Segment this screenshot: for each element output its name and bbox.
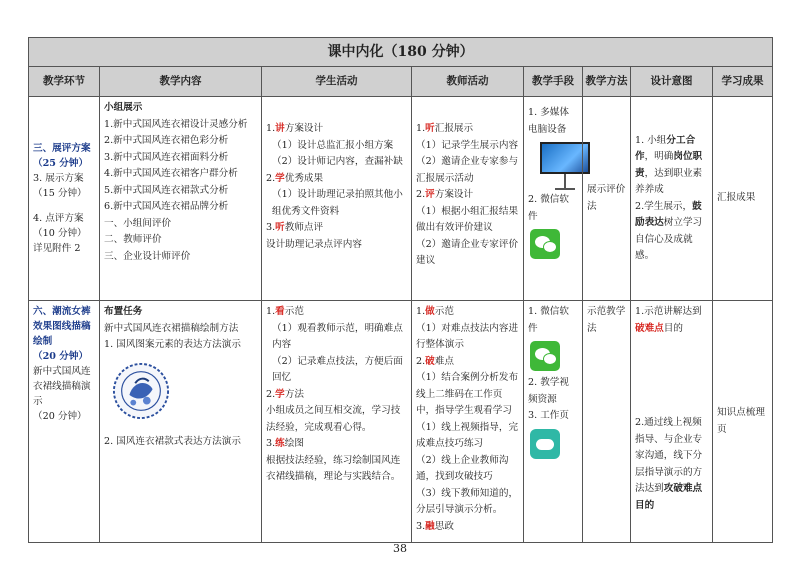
header-row (29, 67, 773, 97)
text-span: ，明确 (644, 151, 674, 162)
stage-sub: 新中式国风连衣裙线描稿演示 (33, 366, 91, 407)
lesson-table (28, 37, 773, 543)
method-cell: 展示评价法 (583, 97, 631, 301)
student-step (266, 436, 407, 453)
teacher-step (416, 304, 519, 321)
step-detail: （1）对难点技法内容进行整体演示 (416, 322, 519, 350)
step-keyword: 看 (275, 306, 285, 317)
emphasis-text: 分工合作 (635, 134, 696, 162)
step-detail: （3）线下教师知道的，分层引导演示分析。 (416, 487, 519, 515)
stage-cell (29, 97, 100, 301)
step-number: 2. (266, 388, 276, 400)
step-detail: 小组成员之间互相交流，学习技法经验，完成观看心得。 (266, 405, 401, 433)
content-intro: 新中式国风连衣裙描稿绘制方法 (104, 322, 239, 334)
step-number: 1. (416, 306, 426, 317)
stage-duration: （20 分钟） (33, 351, 89, 362)
step-keyword: 融 (425, 520, 435, 532)
table-row (29, 97, 773, 301)
step-detail: （2）邀请企业专家参与汇报展示活动 (416, 156, 519, 184)
step-keyword: 评 (425, 189, 435, 200)
step-keyword: 做 (425, 306, 435, 317)
text-span: 树立学习自信心及成就感。 (635, 217, 703, 261)
table-row (29, 301, 773, 543)
means-cell (524, 97, 583, 301)
teacher-step (416, 354, 519, 371)
stage-sub-duration: （20 分钟） (33, 411, 87, 422)
step-detail: （1）观看教师示范，明确难点内容 (272, 322, 403, 350)
result-cell: 汇报成果 (713, 97, 773, 301)
stage-sub: 4. 点评方案 (33, 213, 84, 224)
header-student: 学生活动 (262, 67, 412, 97)
step-label: 难点 (434, 355, 454, 367)
list-item: 5.新中式国风连衣裙款式分析 (104, 184, 229, 196)
step-keyword: 练 (275, 438, 285, 449)
step-number: 2. (416, 355, 426, 367)
list-item: 三、企业设计师评价 (104, 250, 191, 262)
stage-duration: （25 分钟） (33, 158, 89, 169)
list-item: 1. 国风图案元素的表达方法演示 (104, 339, 241, 350)
student-step (266, 121, 407, 138)
teacher-step (416, 187, 519, 204)
emphasis-text: 破难点 (635, 322, 664, 334)
teacher-cell (412, 97, 524, 301)
step-keyword: 讲 (275, 123, 285, 134)
text-span: 目的 (663, 322, 683, 334)
intent-point (635, 133, 708, 199)
text-span: 1.示范讲解达到 (635, 306, 702, 317)
list-item: 二、教师评价 (104, 234, 162, 245)
step-detail: （1）设计总监汇报小组方案 (272, 139, 394, 151)
lesson-plan-sheet (28, 37, 772, 543)
blue-white-porcelain-plate (112, 362, 170, 420)
cloud-app-icon (530, 429, 560, 459)
header-teacher: 教师活动 (412, 67, 524, 97)
stage-note: 详见附件 2 (33, 243, 81, 254)
student-step (266, 171, 407, 188)
list-item: 1.新中式国风连衣裙设计灵感分析 (104, 118, 248, 130)
list-item: 2. 国风连衣裙款式表达方法演示 (104, 436, 241, 447)
step-label: 优秀成果 (284, 172, 324, 184)
step-keyword: 听 (275, 222, 285, 233)
step-label: 示范 (434, 306, 454, 317)
stage-sub-duration: （15 分钟） (33, 188, 87, 199)
intent-point (635, 415, 708, 514)
table-title: 课中内化（180 分钟） (29, 38, 773, 67)
text-span: 1. 小组 (635, 134, 667, 146)
text-span: ，达到职业素养养成 (635, 167, 703, 195)
header-means: 教学手段 (524, 67, 583, 97)
page-number: 38 (393, 542, 407, 555)
intent-cell (631, 97, 713, 301)
stage-name: 六、潮流女裤效果图线描稿绘制 (33, 306, 91, 347)
result-cell: 知识点梳理页 (713, 301, 773, 543)
text-span: 2.通过线上视频指导、与企业专家沟通，线下分层指导演示的方法达到 (635, 417, 703, 494)
intent-cell (631, 301, 713, 543)
means-cell (524, 301, 583, 543)
means-item: 3. 工作页 (528, 410, 569, 421)
step-label: 方案设计 (434, 189, 474, 200)
step-number: 2. (266, 172, 276, 184)
list-item: 4.新中式国风连衣裙客户群分析 (104, 168, 238, 179)
step-number: 3. (416, 520, 426, 532)
text-span: 2.学生展示， (635, 200, 693, 212)
step-label: 思政 (434, 520, 454, 532)
means-item: 1. 微信软件 (528, 306, 569, 334)
step-detail: （2）设计师记内容，查漏补缺 (272, 156, 403, 167)
step-number: 3. (266, 438, 276, 449)
step-detail: （1）设计助理记录拍照其他小组优秀文件资料 (272, 189, 403, 217)
list-item: 2.新中式国风连衣裙色彩分析 (104, 135, 229, 146)
step-number: 2. (416, 189, 426, 200)
step-keyword: 学 (275, 172, 285, 184)
content-cell (100, 301, 262, 543)
step-label: 方法 (284, 388, 304, 400)
step-keyword: 学 (275, 388, 285, 400)
step-label: 绘图 (284, 438, 304, 449)
step-number: 1. (266, 306, 276, 317)
means-item: 2. 微信软件 (528, 194, 569, 222)
wechat-icon (530, 229, 560, 259)
header-content: 教学内容 (100, 67, 262, 97)
step-label: 教师点评 (284, 222, 324, 233)
step-number: 3. (266, 222, 276, 233)
step-number: 1. (266, 123, 276, 134)
stage-cell (29, 301, 100, 543)
stage-name: 三、展评方案 (33, 143, 91, 154)
stage-sub-duration: （10 分钟） (33, 228, 87, 239)
step-keyword: 破 (425, 355, 435, 367)
teacher-cell (412, 301, 524, 543)
step-detail: （1）根据小组汇报结果做出有效评价建议 (416, 205, 519, 233)
emphasis-text: 攻破难点目的 (635, 483, 703, 511)
step-detail: （2）记录难点技法，方便后面回忆 (272, 355, 403, 383)
list-item: 6.新中式国风连衣裙品牌分析 (104, 201, 229, 212)
wechat-icon (530, 341, 560, 371)
emphasis-text: 鼓励表达 (635, 200, 702, 228)
step-keyword: 听 (425, 123, 435, 134)
list-item: 一、小组间评价 (104, 217, 172, 229)
step-label: 示范 (284, 306, 304, 317)
intent-point (635, 304, 708, 337)
content-heading: 布置任务 (104, 306, 143, 317)
content-cell (100, 97, 262, 301)
means-item: 2. 教学视频资源 (528, 377, 569, 405)
step-label: 方案设计 (284, 123, 324, 134)
student-step (266, 304, 407, 321)
teacher-step (416, 121, 519, 138)
step-detail: （2）邀请企业专家评价建议 (416, 238, 519, 266)
step-detail: （1）线上视频指导，完成难点技巧练习 (416, 421, 519, 449)
emphasis-text: 岗位职责 (635, 151, 703, 179)
step-detail: （2）线上企业教师沟通，找到攻破技巧 (416, 454, 509, 482)
step-detail: 根据技法经验，练习绘制国风连衣裙线描稿，理论与实践结合。 (266, 454, 401, 482)
student-step (266, 387, 407, 404)
student-cell (262, 97, 412, 301)
step-number: 1. (416, 123, 426, 134)
step-detail: （1）结合案例分析发布线上二维码在工作页中，指导学生观看学习 (416, 372, 519, 416)
header-intent: 设计意图 (631, 67, 713, 97)
teacher-step (416, 519, 519, 536)
step-detail: （1）记录学生展示内容 (416, 139, 519, 151)
intent-point (635, 199, 708, 265)
header-method: 教学方法 (583, 67, 631, 97)
content-heading: 小组展示 (104, 102, 143, 113)
student-cell (262, 301, 412, 543)
list-item: 3.新中式国风连衣裙面料分析 (104, 151, 229, 163)
header-stage: 教学环节 (29, 67, 100, 97)
header-result: 学习成果 (713, 67, 773, 97)
stage-sub: 3. 展示方案 (33, 173, 84, 184)
step-detail: 设计助理记录点评内容 (266, 238, 362, 250)
student-step (266, 220, 407, 237)
means-item: 1. 多媒体电脑设备 (528, 107, 569, 135)
step-label: 汇报展示 (434, 123, 474, 134)
method-cell: 示范教学法 (583, 301, 631, 543)
